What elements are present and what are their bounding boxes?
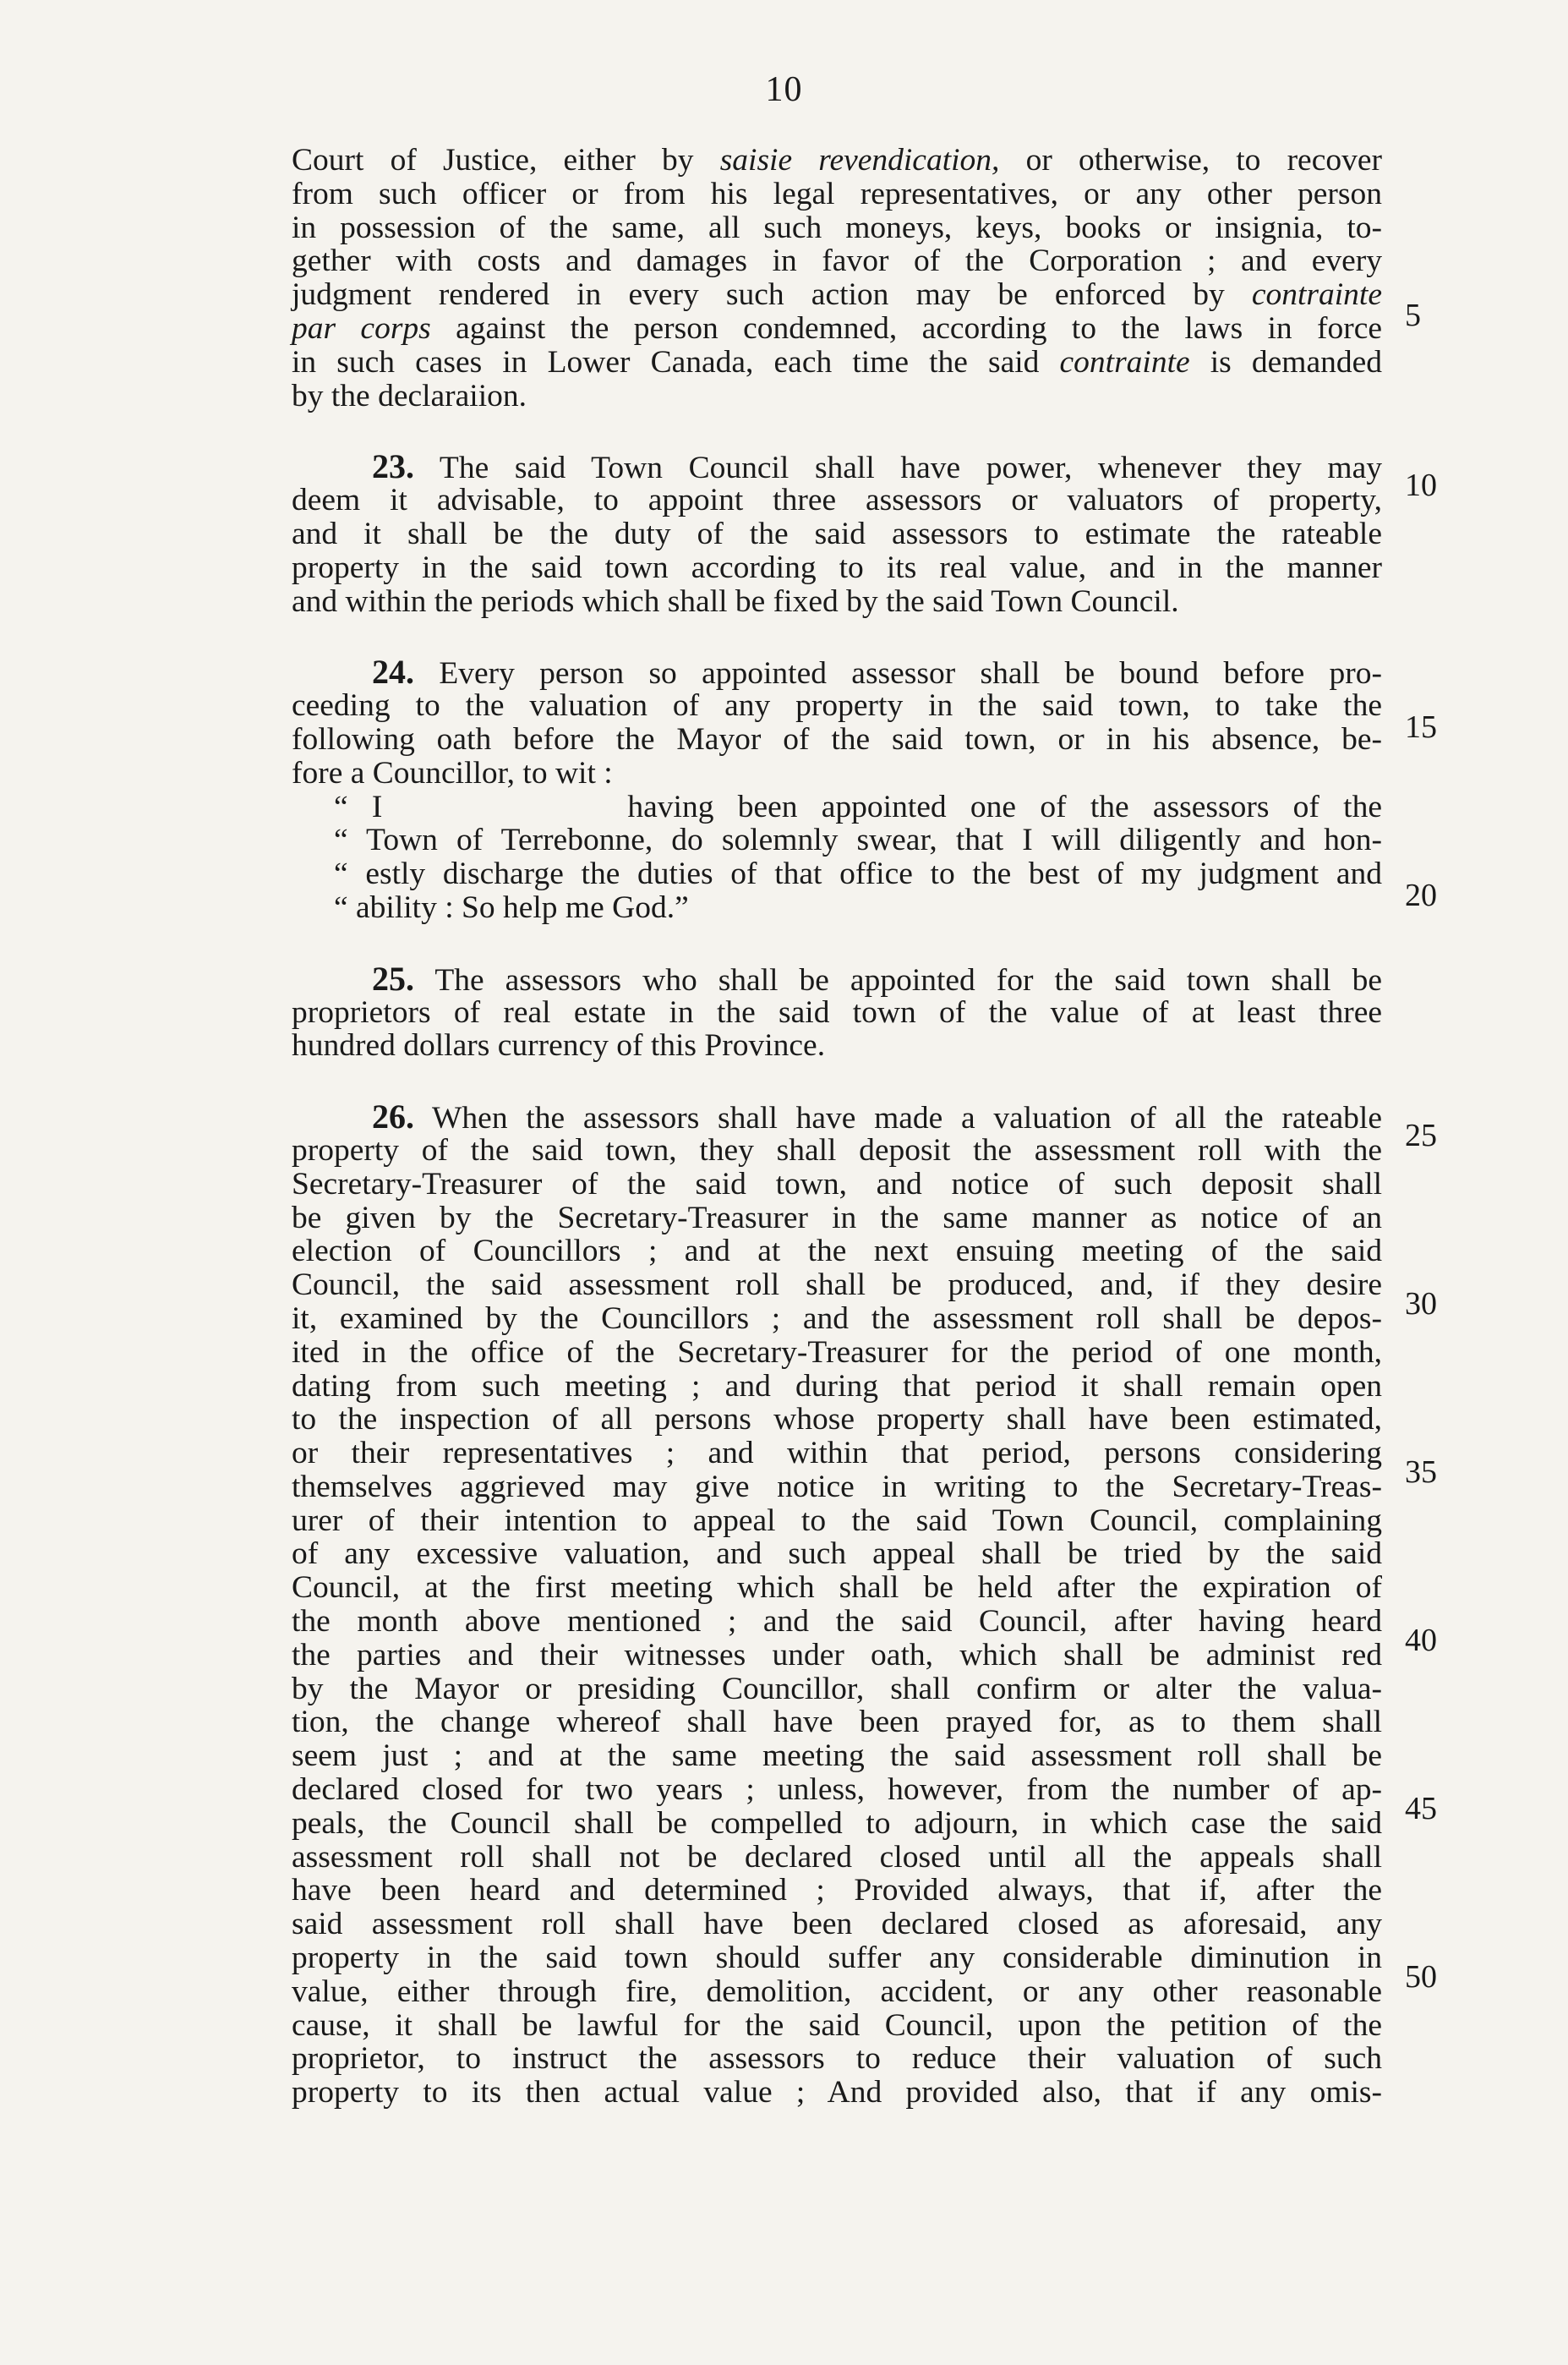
text-line: tion, the change whereof shall have been prayed for, as to them shall: [292, 1705, 1382, 1740]
text-line: said assessment roll shall have been declared closed as aforesaid, any: [292, 1907, 1382, 1942]
text-line: of any excessive valuation, and such appeal shall be tried by the said: [292, 1536, 1382, 1572]
margin-line-number: 25: [1405, 1118, 1437, 1153]
text-line: value, either through fire, demolition, accident, or any other reasonable: [292, 1974, 1382, 2009]
text-line: property in the said town should suffer any considerable diminution in: [292, 1941, 1382, 1976]
text-line: ited in the office of the Secretary-Treasurer for the period of one month,: [292, 1334, 1382, 1370]
text-line: assessment roll shall not be declared closed until all the appeals shall: [292, 1839, 1382, 1875]
section-25: [292, 959, 1382, 1064]
text-line: hundred dollars currency of this Province.: [292, 1028, 826, 1064]
text-line: dating from such meeting ; and during that period it shall remain open: [292, 1368, 1382, 1404]
text-line: in possession of the same, all such moneys, keys, books or insignia, to-: [292, 210, 1382, 245]
text-line: Council, the said assessment roll shall be produced, and, if they desire: [292, 1267, 1382, 1303]
text-line: Secretary-Treasurer of the said town, and notice of such deposit shall: [292, 1166, 1382, 1202]
text-line: it, examined by the Councillors ; and the assessment roll shall be depos-: [292, 1300, 1382, 1336]
text-line: election of Councillors ; and at the next ensuing meeting of the said: [292, 1234, 1382, 1269]
text-line: by the declaraiion.: [292, 378, 527, 413]
text-line: by the Mayor or presiding Councillor, shall confirm or alter the valua-: [292, 1671, 1382, 1706]
text-line: property of the said town, they shall deposit the assessment roll with the: [292, 1132, 1382, 1168]
text-line: property in the said town according to its real value, and in the manner: [292, 550, 1382, 585]
text-line: 23. The said Town Council shall have power, whenever they may: [372, 447, 1382, 486]
margin-line-number: 35: [1405, 1454, 1437, 1490]
margin-line-number: 5: [1405, 298, 1421, 333]
text-line: gether with costs and damages in favor of the Corporation ; and every: [292, 244, 1382, 279]
section-number: 24.: [372, 653, 414, 692]
page-number: 10: [765, 70, 803, 109]
text-line: 26. When the assessors shall have made a valuation of all the rateable: [372, 1098, 1382, 1136]
text-line: following oath before the Mayor of the said town, or in his absence, be-: [292, 721, 1382, 757]
text-line: proprietor, to instruct the assessors to reduce their valuation of such: [292, 2041, 1382, 2077]
margin-line-number: 50: [1405, 1959, 1437, 1995]
text-line: deem it advisable, to appoint three assessors or valuators of property,: [292, 483, 1382, 518]
margin-line-number: 15: [1405, 709, 1437, 745]
oath-line: “ ability : So help me God.”: [334, 890, 689, 925]
text-line: 24. Every person so appointed assessor shall be bound before pro-: [372, 653, 1382, 692]
text-line: cause, it shall be lawful for the said Council, upon the petition of the: [292, 2007, 1382, 2043]
text-line: declared closed for two years ; unless, however, from the number of ap-: [292, 1772, 1382, 1808]
text-line: or their representatives ; and within that period, persons considering: [292, 1436, 1382, 1471]
text-line: urer of their intention to appeal to the said Town Council, complaining: [292, 1503, 1382, 1538]
text-line: and within the periods which shall be fixed by the said Town Council.: [292, 583, 1179, 619]
margin-line-number: 45: [1405, 1791, 1437, 1826]
body-text: [292, 144, 1382, 2110]
section-number: 26.: [372, 1098, 414, 1136]
text-line: Court of Justice, either by saisie revendication, or otherwise, to recover: [292, 143, 1382, 178]
text-line: property to its then actual value ; And provided also, that if any omis-: [292, 2075, 1382, 2110]
text-line: judgment rendered in every such action may be enforced by contrainte: [292, 277, 1382, 313]
section-24: [292, 655, 1382, 924]
section-number: 25.: [372, 959, 414, 998]
text-line: proprietors of real estate in the said town of the value of at least three: [292, 994, 1382, 1030]
oath-line: “ estly discharge the duties of that office to the best of my judgment and: [334, 857, 1382, 892]
text-line: Council, at the first meeting which shall be held after the expiration of: [292, 1570, 1382, 1606]
oath-line: “ Town of Terrebonne, do solemnly swear, that I will diligently and hon-: [334, 823, 1382, 858]
margin-line-number: 30: [1405, 1286, 1437, 1322]
text-line: fore a Councillor, to wit :: [292, 755, 613, 791]
text-line: be given by the Secretary-Treasurer in the same manner as notice of an: [292, 1200, 1382, 1235]
text-line: seem just ; and at the same meeting the said assessment roll shall be: [292, 1738, 1382, 1774]
margin-line-number: 20: [1405, 878, 1437, 913]
text-line: from such officer or from his legal representatives, or any other person: [292, 176, 1382, 211]
section-23: [292, 447, 1382, 619]
text-line: the parties and their witnesses under oath, which shall be administ red: [292, 1637, 1382, 1672]
section-26: [292, 1100, 1382, 2110]
text-line: to the inspection of all persons whose property shall have been estimated,: [292, 1402, 1382, 1437]
text-line: 25. The assessors who shall be appointed for the said town shall be: [372, 959, 1382, 998]
text-line: ceeding to the valuation of any property in the said town, to take the: [292, 688, 1382, 724]
oath-line: “ I having been appointed one of the assessors of the: [334, 789, 1382, 824]
text-line: themselves aggrieved may give notice in writing to the Secretary-Treas-: [292, 1469, 1382, 1504]
text-line: have been heard and determined ; Provided always, that if, after the: [292, 1873, 1382, 1908]
margin-line-number: 40: [1405, 1623, 1437, 1658]
section-number: 23.: [372, 447, 414, 486]
text-line: in such cases in Lower Canada, each time the said contrainte is demanded: [292, 344, 1382, 380]
margin-line-number: 10: [1405, 468, 1437, 503]
text-line: par corps against the person condemned, according to the laws in force: [292, 310, 1382, 346]
text-line: the month above mentioned ; and the said Council, after having heard: [292, 1604, 1382, 1640]
text-line: and it shall be the duty of the said assessors to estimate the rateable: [292, 516, 1382, 551]
text-line: peals, the Council shall be compelled to adjourn, in which case the said: [292, 1805, 1382, 1841]
